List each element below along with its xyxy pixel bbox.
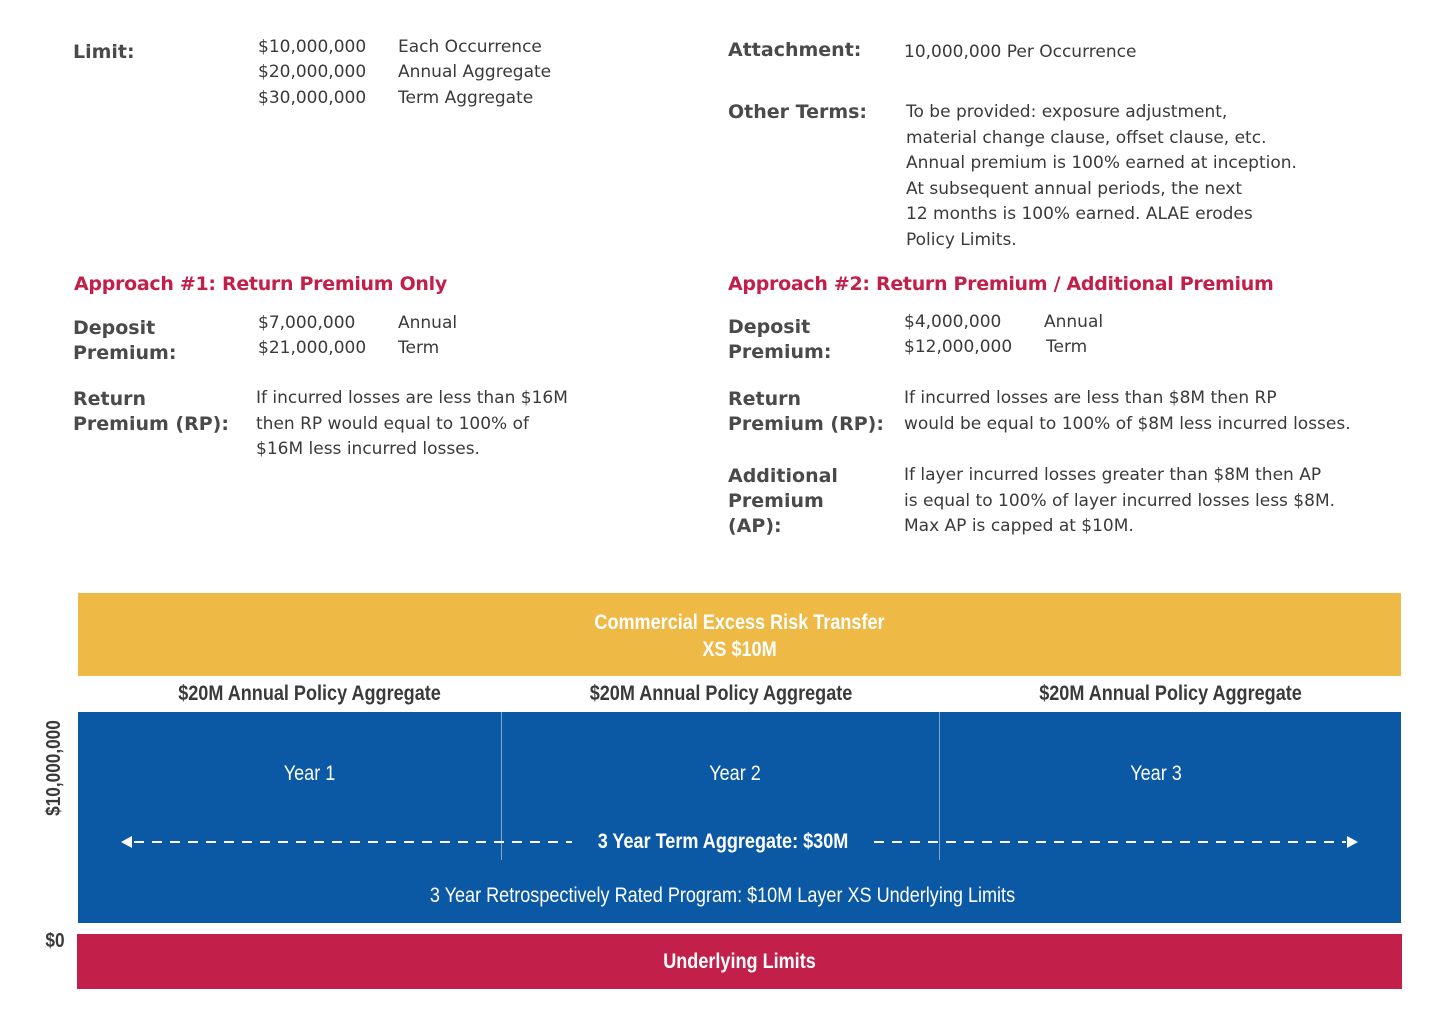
- attachment-value: 10,000,000 Per Occurrence: [904, 42, 1137, 62]
- other-terms-line: 12 months is 100% earned. ALAE erodes: [906, 204, 1253, 224]
- excess-risk-band: [78, 593, 1401, 676]
- approach1-rp-line: If incurred losses are less than $16M: [256, 388, 568, 408]
- year1-aggregate-label: $20M Annual Policy Aggregate: [178, 682, 441, 705]
- approach1-deposit-desc-term: Term: [398, 338, 440, 358]
- arrow-head-right-icon: [1347, 836, 1358, 848]
- approach1-deposit-label-line2: Premium:: [73, 342, 177, 364]
- limit-desc-1: Each Occurrence: [398, 37, 542, 57]
- approach1-rp-line: $16M less incurred losses.: [256, 439, 480, 459]
- approach2-ap-label-line3: (AP):: [728, 515, 782, 537]
- aggregate-row: [78, 679, 1401, 709]
- year1-label: Year 1: [283, 762, 336, 785]
- approach1-deposit-label: [73, 316, 176, 366]
- limit-amount-2: $20,000,000: [258, 62, 367, 82]
- approach2-rp-line: would be equal to 100% of $8M less incurred losses.: [904, 413, 1351, 434]
- y-axis-top-label: $10,000,000: [43, 720, 65, 816]
- excess-risk-title: Commercial Excess Risk Transfer: [594, 611, 885, 634]
- approach1-deposit-label-line1: Deposit: [73, 317, 156, 339]
- approach2-deposit-amount-term: $12,000,000: [904, 337, 1013, 357]
- approach2-ap-label-line1: Additional: [728, 465, 838, 487]
- approach1-rp-text: [256, 386, 568, 463]
- other-terms-line: Policy Limits.: [906, 229, 1017, 250]
- limit-amount-3: $30,000,000: [258, 88, 367, 108]
- other-terms-line: material change clause, offset clause, etc.: [906, 127, 1267, 148]
- approach1-rp-label-line1: Return: [73, 388, 147, 410]
- approach2-rp-line: If incurred losses are less than $8M then RP: [904, 388, 1277, 408]
- retro-layer-band: [78, 712, 1401, 923]
- approach1-deposit-amount-annual: $7,000,000: [258, 313, 356, 333]
- approach1-rp-label-line2: Premium (RP):: [73, 413, 229, 435]
- approach2-rp-text: [904, 386, 1351, 437]
- program-label: 3 Year Retrospectively Rated Program: $10M Layer XS Underlying Limits: [429, 884, 1016, 907]
- approach1-title: Approach #1: Return Premium Only: [74, 273, 447, 295]
- other-terms-line: To be provided: exposure adjustment,: [906, 102, 1228, 122]
- approach2-rp-label: [728, 387, 884, 437]
- other-terms-line: Annual premium is 100% earned at inception.: [906, 153, 1297, 173]
- limit-amount-1: $10,000,000: [258, 37, 367, 57]
- approach1-deposit-desc-annual: Annual: [398, 313, 458, 333]
- excess-risk-subtitle: XS $10M: [702, 638, 777, 661]
- year2-aggregate-label: $20M Annual Policy Aggregate: [589, 682, 853, 705]
- year2-label: Year 2: [709, 762, 761, 785]
- term-aggregate-label: 3 Year Term Aggregate: $30M: [597, 830, 849, 853]
- approach2-ap-text: [904, 463, 1335, 540]
- approach2-rp-label-line1: Return: [728, 388, 802, 410]
- approach2-ap-line: Max AP is capped at $10M.: [904, 516, 1134, 536]
- other-terms-label: Other Terms:: [728, 101, 868, 123]
- approach2-deposit-desc-annual: Annual: [1044, 312, 1104, 332]
- limit-desc-3: Term Aggregate: [398, 88, 534, 108]
- approach2-deposit-desc-term: Term: [1046, 337, 1088, 357]
- approach2-rp-label-line2: Premium (RP):: [728, 413, 884, 435]
- approach1-rp-label: [73, 387, 229, 437]
- approach2-ap-line: If layer incurred losses greater than $8M then AP: [904, 465, 1322, 485]
- approach2-ap-label-line2: Premium: [728, 490, 824, 512]
- approach2-deposit-label: [728, 315, 831, 365]
- approach2-deposit-label-line1: Deposit: [728, 316, 811, 338]
- limit-label: Limit:: [73, 41, 135, 63]
- attachment-label: Attachment:: [728, 39, 862, 61]
- arrow-head-left-icon: [121, 836, 132, 848]
- approach2-title: Approach #2: Return Premium / Additional Premium: [728, 273, 1274, 295]
- year3-label: Year 3: [1130, 762, 1182, 785]
- approach2-ap-label: [728, 464, 838, 539]
- limit-desc-2: Annual Aggregate: [398, 62, 552, 82]
- approach1-rp-line: then RP would equal to 100% of: [256, 413, 529, 434]
- approach1-deposit-amount-term: $21,000,000: [258, 338, 367, 358]
- underlying-limits-label: Underlying Limits: [663, 950, 816, 973]
- other-terms-text: [906, 100, 1297, 253]
- approach2-deposit-label-line2: Premium:: [728, 341, 832, 363]
- approach2-deposit-amount-annual: $4,000,000: [904, 312, 1002, 332]
- other-terms-line: At subsequent annual periods, the next: [906, 178, 1243, 199]
- year3-aggregate-label: $20M Annual Policy Aggregate: [1039, 682, 1302, 705]
- underlying-limits-band: [77, 934, 1402, 989]
- approach2-ap-line: is equal to 100% of layer incurred losses less $8M.: [904, 490, 1336, 511]
- y-axis-bottom-label: $0: [45, 930, 65, 952]
